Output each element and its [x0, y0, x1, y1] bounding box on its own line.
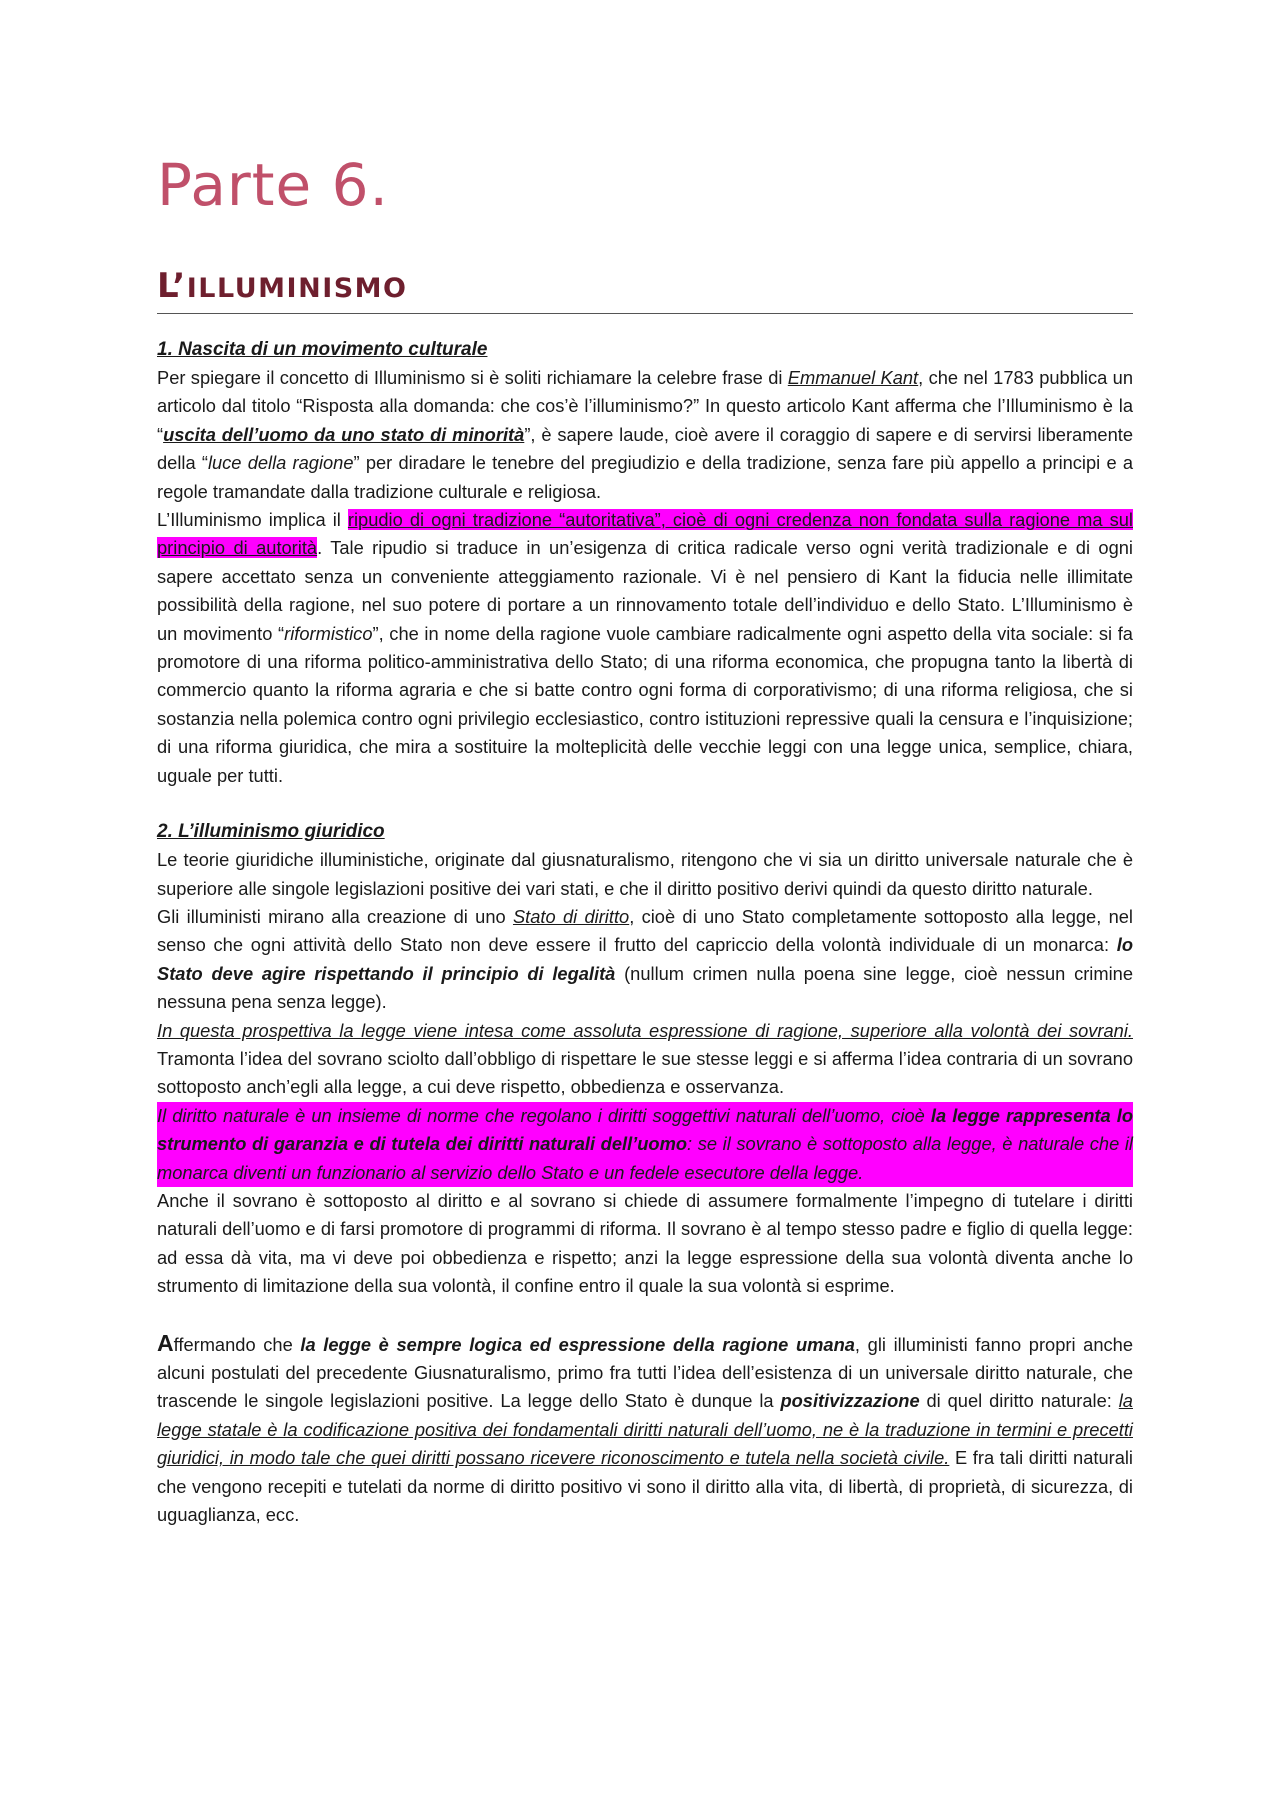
kant-link: Emmanuel Kant	[787, 367, 919, 388]
section-2-paragraph-2: Gli illuministi mirano alla creazione di uno Stato di diritto, cioè di uno Stato completamente sottoposto alla legge, nel senso che ogni attività dello Stato non deve essere il frutto del capriccio della volontà individuale di un monarca: lo Stato deve agire rispettando il principio di legalità (nullum crimen nulla poena sine legge, cioè nessun crimine nessuna pena senza legge).	[157, 905, 1133, 1013]
section-1-heading: 1. Nascita di un movimento culturale	[157, 339, 488, 360]
section-2-paragraph-5: Anche il sovrano è sottoposto al diritto e al sovrano si chiede di assumere formalmente l’impegno di tutelare i diritti naturali dell’uomo e di farsi promotore di programmi di riforma. Il sovrano è al tempo stesso padre e figlio di quella legge: ad essa dà vita, ma vi deve poi obbedienza e rispetto; anzi la legge espressione della sua volontà diventa anche lo strumento di limitazione della sua volontà, il confine entro il quale la sua volontà si esprime.	[157, 1189, 1133, 1297]
highlight-ripudio: ripudio di ogni tradizione “autoritativa”, cioè di ogni credenza non fondata sulla ragione ma sul principio di autorità	[157, 509, 1133, 559]
chapter-title-initial: L’	[157, 266, 187, 306]
part-title: Parte 6.	[157, 151, 389, 219]
section-1-paragraph-2: L’Illuminismo implica il ripudio di ogni tradizione “autoritativa”, cioè di ogni credenza non fondata sulla ragione ma sul principio di autorità. Tale ripudio si traduce in un’esigenza di critica radicale verso ogni verità tradizionale e di ogni sapere accettato senza un conveniente atteggiamento razionale. Vi è nel pensiero di Kant la fiducia nelle illimitate possibilità della ragione, nel suo potere di portare a un rinnovamento totale dell’individuo e dello Stato. L’Illuminismo è un movimento “riformistico”, che in nome della ragione vuole cambiare radicalmente ogni aspetto della vita sociale: si fa promotore di una riforma politico-amministrativa dello Stato; di una riforma economica, che propugna tanto la libertà di commercio quanto la riforma agraria e che si batte contro ogni forma di corporativismo; di una riforma religiosa, che si sostanzia nella polemica contro ogni privilegio ecclesiastico, contro istituzioni repressive quali la censura e l’inquisizione; di una riforma giuridica, che mira a sostituire la molteplicità delle vecchie leggi con una legge unica, semplice, chiara, uguale per tutti.	[157, 509, 1133, 786]
stato-di-diritto: Stato di diritto	[512, 905, 630, 927]
section-2-paragraph-6: Affermando che la legge è sempre logica ed espressione della ragione umana, gli illuministi fanno propri anche alcuni postulati del precedente Giusnaturalismo, primo fra tutti l’idea dell’esistenza di un universale diritto naturale, che trascende le singole legislazioni positive. La legge dello Stato è dunque la positivizzazione di quel diritto naturale: la legge statale è la codificazione positiva dei fondamentali diritti naturali dell’uomo, ne è la traduzione in termini e precetti giuridici, in modo tale che quei diritti possano ricevere riconoscimento e tutela nella società civile. E fra tali diritti naturali che vengono recepiti e tutelati da norme di diritto positivo vi sono il diritto alla vita, di libertà, di proprietà, di sicurezza, di uguaglianza, ecc.	[157, 1329, 1133, 1526]
chapter-title	[157, 266, 1133, 314]
section-2-paragraph-3: In questa prospettiva la legge viene intesa come assoluta espressione di ragione, superiore alla volontà dei sovrani. Tramonta l’idea del sovrano sciolto dall’obbligo di rispettare le sue stesse leggi e si afferma l’idea contraria di un sovrano sottoposto anch’egli alla legge, a cui deve rispetto, obbedienza e osservanza.	[157, 1019, 1133, 1098]
chapter-title-rest: ILLUMINISMO	[186, 273, 408, 304]
document-page	[157, 150, 1133, 1529]
section-2-paragraph-1: Le teorie giuridiche illuministiche, originate dal giusnaturalismo, ritengono che vi sia un diritto universale naturale che è superiore alle singole legislazioni positive dei vari stati, e che il diritto positivo derivi quindi da questo diritto naturale.	[157, 849, 1133, 899]
uscita-phrase: uscita dell’uomo da uno stato di minorità	[163, 423, 525, 445]
section-2-paragraph-4-highlighted: Il diritto naturale è un insieme di norme che regolano i diritti soggettivi naturali dell’uomo, cioè la legge rappresenta lo strumento di garanzia e di tutela dei diritti naturali dell’uomo: se il sovrano è sottoposto alla legge, è naturale che il monarca diventi un funzionario al servizio dello Stato e un fedele esecutore della legge.	[157, 1102, 1133, 1187]
section-2-heading: 2. L’illuminismo giuridico	[157, 821, 385, 843]
section-1-paragraph-1: Per spiegare il concetto di Illuminismo si è soliti richiamare la celebre frase di Emmanuel Kant, che nel 1783 pubblica un articolo dal titolo “Risposta alla domanda: che cos’è l’illuminismo?” In questo articolo Kant afferma che l’Illuminismo è la “uscita dell’uomo da uno stato di minorità”, è sapere laude, cioè avere il coraggio di sapere e di servirsi liberamente della “luce della ragione” per diradare le tenebre del pregiudizio e della tradizione, senza fare più appello a principi e a regole tramandate dalla tradizione culturale e religiosa.	[157, 367, 1134, 502]
